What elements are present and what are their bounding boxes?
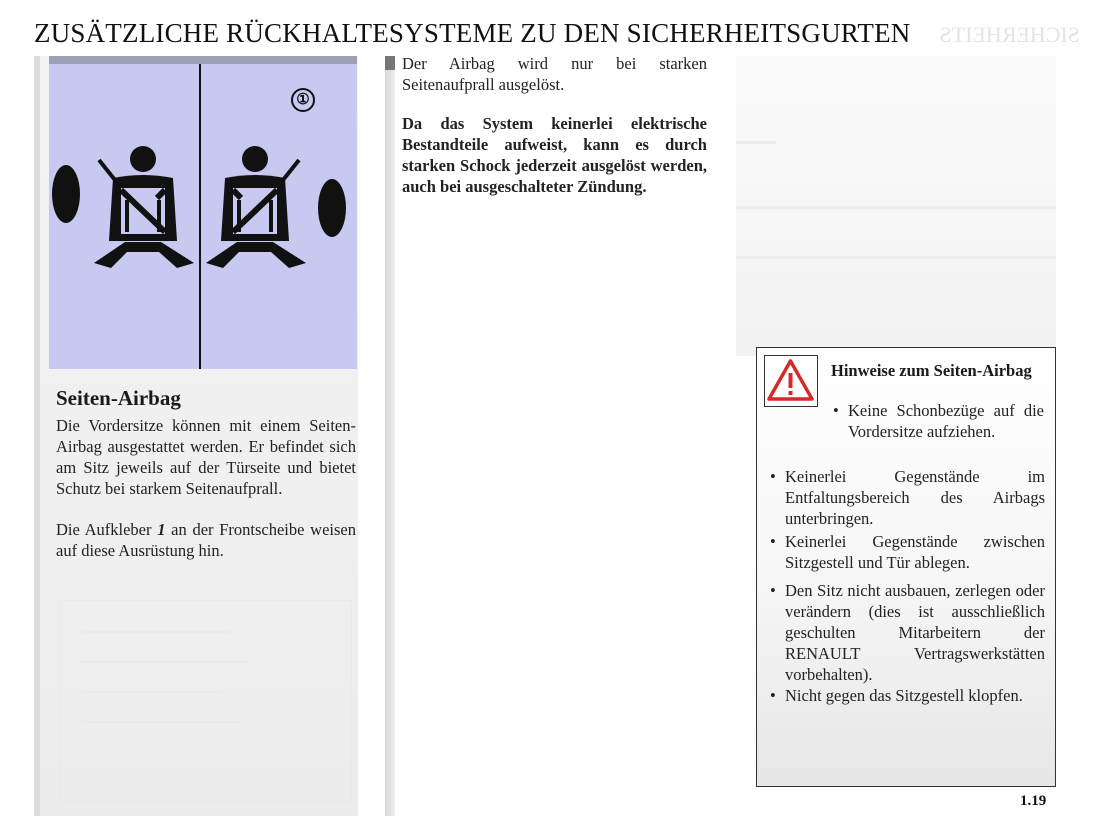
warning-heading: Hinweise zum Seiten-Airbag	[831, 361, 1032, 380]
bullet: •	[770, 686, 776, 705]
warning-item-text: Keinerlei Gegenstände zwischen Sitzgestell und Tür ablegen.	[785, 532, 1045, 572]
left-paragraph-2-after: an der Frontscheibe weisen auf diese Ausrüstung hin.	[56, 520, 356, 560]
warning-item	[833, 400, 1044, 442]
bullet: •	[770, 467, 776, 486]
warning-icon-frame	[764, 355, 818, 407]
warning-item-text: Den Sitz nicht ausbauen, zerlegen oder verändern (dies ist ausschließlich geschulten Mitarbeitern der RENAULT Vertragswerkstätten vorbehalten).	[785, 581, 1045, 684]
bullet: •	[770, 532, 776, 551]
airbag-figure	[49, 56, 357, 369]
bleed-through-right-area	[736, 56, 1056, 356]
label-reference: 1	[157, 520, 166, 539]
bleed-through-line	[81, 631, 231, 633]
bleed-through-line	[736, 256, 1056, 259]
figure-callout-1: ①	[291, 88, 315, 112]
bleed-through-line	[736, 206, 1056, 209]
bleed-through-line	[81, 691, 221, 693]
section-heading: Seiten-Airbag	[56, 386, 181, 410]
bleed-through-title: SICHERHEITS	[939, 22, 1080, 47]
page-title: ZUSÄTZLICHE RÜCKHALTESYSTEME ZU DEN SICHERHEITSGURTEN	[34, 18, 911, 48]
bullet: •	[833, 401, 839, 420]
bleed-through-line	[81, 721, 241, 723]
warning-item	[770, 580, 1045, 685]
warning-box	[756, 347, 1056, 787]
bleed-through-line	[81, 661, 251, 663]
warning-item-text: Nicht gegen das Sitzgestell klopfen.	[785, 686, 1023, 705]
bleed-through-line	[736, 141, 776, 144]
warning-item-text: Keinerlei Gegenstände im Entfaltungsbereich des Airbags unterbringen.	[785, 467, 1045, 528]
left-paragraph-2-before: Die Aufkleber	[56, 520, 158, 539]
page-number: 1.19	[1020, 793, 1047, 809]
middle-column-bar-top	[385, 56, 395, 70]
warning-item-text: Keine Schonbezüge auf die Vordersitze aufziehen.	[848, 401, 1044, 441]
warning-item	[770, 466, 1045, 529]
warning-item	[770, 685, 1045, 706]
middle-column-bar	[385, 56, 395, 816]
bleed-through-box	[60, 600, 352, 802]
warning-triangle-icon	[765, 356, 816, 405]
left-paragraph-2	[56, 519, 356, 561]
middle-paragraph-1: Der Airbag wird nur bei starken Seitenaufprall ausgelöst.	[402, 54, 707, 94]
left-paragraph-1: Die Vordersitze können mit einem Seiten-Airbag ausgestattet werden. Er befindet sich am Sitz jeweils auf der Türseite und bietet Schutz bei starkem Seitenaufprall.	[56, 416, 356, 498]
figure-divider	[199, 64, 201, 369]
middle-paragraph-2: Da das System keinerlei elektrische Bestandteile aufweist, kann es durch starken Schock jederzeit ausgelöst werden, auch bei ausgeschalteter Zündung.	[402, 114, 707, 196]
bullet: •	[770, 581, 776, 600]
airbag-seat-left-icon	[52, 146, 194, 268]
airbag-seat-right-icon	[206, 146, 346, 268]
warning-item	[770, 531, 1045, 573]
